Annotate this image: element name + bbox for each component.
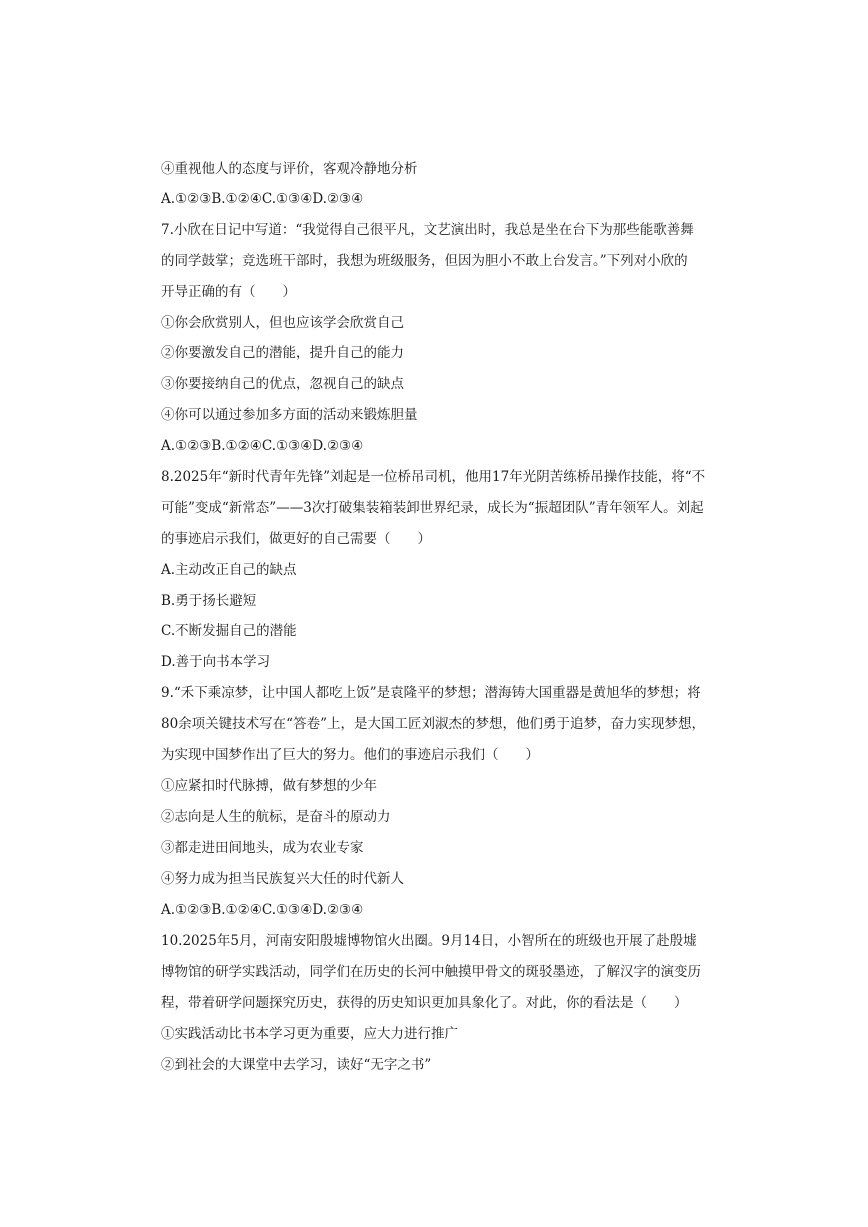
answer-choices-q6: A.①②③B.①②④C.①③④D.②③④ <box>161 191 364 207</box>
q7-statement-3: ③你要接纳自己的优点，忽视自己的缺点 <box>161 376 404 392</box>
question-8-line-3: 的事迹启示我们，做更好的自己需要（ ） <box>161 531 431 547</box>
q8-option-d: D.善于向书本学习 <box>161 654 271 670</box>
q10-statement-2: ②到社会的大课堂中去学习，读好“无字之书” <box>161 1057 432 1073</box>
q8-option-a: A.主动改正自己的缺点 <box>161 562 297 578</box>
question-7-line-2: 的同学鼓掌；竞选班干部时，我想为班级服务，但因为胆小不敢上台发言。”下列对小欣的 <box>161 253 688 269</box>
q7-statement-2: ②你要激发自己的潜能，提升自己的能力 <box>161 345 404 361</box>
q9-statement-2: ②志向是人生的航标，是奋斗的原动力 <box>161 809 391 825</box>
q7-statement-1: ①你会欣赏别人，但也应该学会欣赏自己 <box>161 315 404 331</box>
q9-statement-4: ④努力成为担当民族复兴大任的时代新人 <box>161 871 404 887</box>
answer-choices-q9: A.①②③B.①②④C.①③④D.②③④ <box>161 902 364 918</box>
question-9-line-2: 80余项关键技术写在“答卷”上，是大国工匠刘淑杰的梦想，他们勇于追梦，奋力实现梦想， <box>161 716 705 732</box>
q8-option-c: C.不断发掘自己的潜能 <box>161 623 297 639</box>
q8-option-b: B.勇于扬长避短 <box>161 593 257 609</box>
option-statement-4: ④重视他人的态度与评价，客观冷静地分析 <box>161 161 418 177</box>
question-7-line-3: 开导正确的有（ ） <box>161 284 296 300</box>
question-9-line-1: 9.“禾下乘凉梦，让中国人都吃上饭”是袁隆平的梦想；潜海铸大国重器是黄旭华的梦想；将 <box>161 685 701 701</box>
question-7-line-1: 7.小欣在日记中写道：“我觉得自己很平凡，文艺演出时，我总是坐在台下为那些能歌善舞 <box>161 222 694 238</box>
question-10-line-1: 10.2025年5月，河南安阳殷墟博物馆火出圈。9月14日，小智所在的班级也开展了赴殷墟 <box>161 933 697 949</box>
q7-statement-4: ④你可以通过参加多方面的活动来锻炼胆量 <box>161 407 418 423</box>
q9-statement-3: ③都走进田间地头，成为农业专家 <box>161 840 364 856</box>
question-10-line-2: 博物馆的研学实践活动，同学们在历史的长河中触摸甲骨文的斑驳墨迹，了解汉字的演变历 <box>161 964 701 980</box>
answer-choices-q7: A.①②③B.①②④C.①③④D.②③④ <box>161 438 364 454</box>
question-10-line-3: 程，带着研学问题探究历史，获得的历史知识更加具象化了。对此，你的看法是（ ） <box>161 995 688 1011</box>
question-8-line-1: 8.2025年“新时代青年先锋”刘起是一位桥吊司机，他用17年光阴苦练桥吊操作技能，将“不 <box>161 469 706 485</box>
q10-statement-1: ①实践活动比书本学习更为重要，应大力进行推广 <box>161 1026 458 1042</box>
question-9-line-3: 为实现中国梦作出了巨大的努力。他们的事迹启示我们（ ） <box>161 747 539 763</box>
q9-statement-1: ①应紧扣时代脉搏，做有梦想的少年 <box>161 778 377 794</box>
question-8-line-2: 可能”变成“新常态”——3次打破集装箱装卸世界纪录，成长为“振超团队”青年领军人。刘起 <box>161 500 704 516</box>
